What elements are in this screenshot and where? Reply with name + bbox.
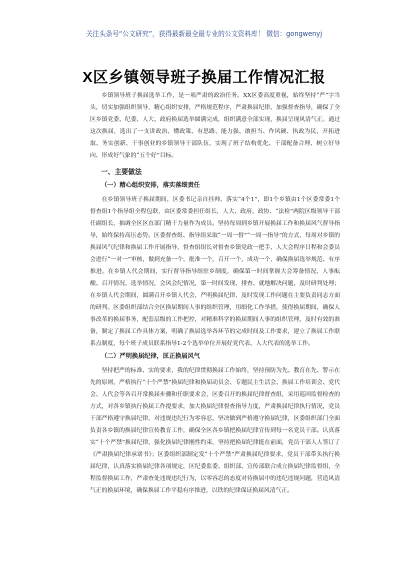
document-title: X区乡镇领导班子换届工作情况汇报 xyxy=(82,69,326,86)
document-body xyxy=(90,90,340,497)
subsection-heading: （一）精心组织安排，落实落细责任 xyxy=(101,182,200,189)
body-paragraph: 在乡镇领导班子换届期间，区委书记亲自挂帅，落实“4个1”，即1个乡镇由1个区委常委1个督查组1个指导组全程包联，由区委常委担任组长，人大、政府、政协、“法检”两院区级领导干部任副组长，抽调全区区直部门精干力量作为成员。坚持每周到乡镇开展换届工作和换届风气督导指导，始终保持高压态势。区委督查组、指导组采取“一周一督”“一周一指导”的方式，每周对乡镇的换届风气纪律和换届工作开展指导，督查组组长对督查乡镇党政一把手、人大会程序日程和会委员会进行“一对一”审核，做到充备一个，批准一个，召开一个，成功一个，确保换届选举规范、有序推进。在乡镇人代会期间，实行督导指导组驻乡制度，确保第一时间掌握大会筹备情况、人事酝酿、召开情况、选举情况，会风会纪情况，第一时间发现、排查、就地解决问题，及时研判处理；在乡镇人代会期间，圆满召开乡镇人代会，严明换届纪律，及时发现工作问题在主要负责同志方面的研判。区委组织部结合全区换届期间人事的组织管理，用细化工作举措，使得换届期间，确保人事改革的换届事务，配套层级的工作把控，对精准科学的换届期间人事的组织管理，及时有效的准备，制定了换届工作具体方案，明确了换届选举各环节的完成时间及工作要求，建立了换届工作联系点制度，每个班子成员联系指导1-2个选举单位开展好党代表、人大代表的选举工作。 xyxy=(90,197,340,347)
section-heading: 一、主要做法 xyxy=(101,168,142,176)
subsection-heading: （二）严明换届纪律，匡正换届风气 xyxy=(101,353,200,360)
body-paragraph: 坚持把严的标准、实的要求，我的纪律贯彻换届工作始终，坚持预防为先、教育在先、警示在先的原则，严格执行“十个严禁”换届纪律和换届动员会、专题民主生活会、换届工作培训会、党代会、人代会等各召开常换届步骤和任职要求会，区委召开的换届纪律督查组，采用巡回监督检查的方式，对各乡镇执行换届工作提要求，加大换届纪律督查指导力度，严肃换届纪律执行情况，党员干部严格遵守换届纪律，对违规违纪行为零容忍，坚决做到严格遵守换届纪律，区委组织部门全面负责各乡镇的换届纪律宣传教育工作，确保全区各乡镇把换届纪律宣传到每一名党员干部。认真落实“十个严禁”换届纪律，强化换届纪律刚性约束，坚持把换届纪律挺在前面，党员干部人人签订了《严肃换届纪律承诺书》；区委组织部制定发“十个严禁”严肃换届纪律要求，党员干部带头执行换届纪律，认真落实换届纪律各项规定，区纪委监委、组织部、宣传部联合成立换届纪律监督组，全程监督换届工作，严肃查处违规违纪行为，以零容忍的态度对待换届中的违纪违规问题，营造风清气正的换届环境，确保换届工作平稳有序推进，以铁的纪律保证换届风清气正。 xyxy=(90,368,340,494)
promo-banner: 关注头条号“公文研究”，获得最新最全最专业的公文资料库！ 微信：gongwenyj xyxy=(85,30,323,38)
intro-paragraph: 乡镇领导班子换届选举工作，是一项严肃的政治任务。XX区委高度重视，始终坚持“严”字当头，切实加强组织领导，精心组织安排，严格规范程序，严肃换届纪律，加强督查指导，确保了全区乡镇党委、纪委、人大、政府换届选举圆满完成，组织满意全部实现，换届呈现风清气正。通过这次换届，选出了一支讲政治、懂政策、有思路、能力强、敢担当、作风硬、执政为民、开拓进取、务实创新、干事创业的乡镇领导干部队伍，实现了班子结构优化、干部配备合理、树立好导向、形成好气象的“五个好”目标。 xyxy=(90,93,340,159)
